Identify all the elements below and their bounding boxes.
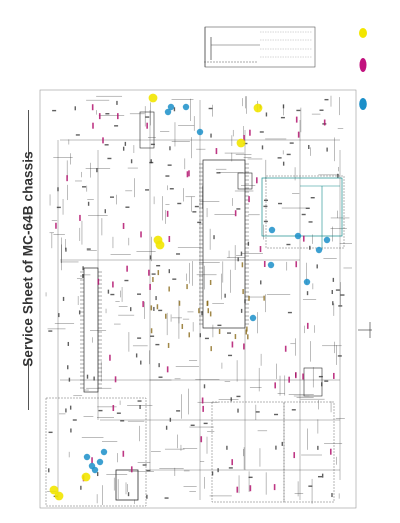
component-mark [248,242,249,246]
component-mark [213,235,214,239]
brown-mark [151,305,153,310]
component-mark [287,154,291,155]
component-mark [320,110,324,111]
component-mark [68,342,69,346]
magenta-mark [187,171,189,177]
brown-mark [182,324,184,329]
magenta-mark [202,398,204,404]
blue-highlight [250,315,256,321]
magenta-mark [117,113,119,119]
magenta-mark [109,355,111,361]
component-mark [201,311,202,315]
component-mark [322,474,323,478]
section-box [46,398,146,506]
magenta-mark [249,130,251,136]
component-mark [139,405,140,409]
component-mark [117,413,121,414]
component-mark [131,159,132,163]
component-mark [57,187,58,191]
component-mark [48,468,49,472]
component-mark [228,355,232,356]
magenta-mark [131,466,133,472]
brown-mark [157,304,159,309]
magenta-mark [115,376,117,382]
component-mark [76,134,80,135]
component-mark [260,280,261,284]
magenta-mark [123,223,125,229]
brown-mark [208,308,210,313]
component-mark [52,110,56,111]
blue-highlight [269,227,275,233]
component-mark [336,289,340,290]
magenta-mark [142,301,144,307]
brown-mark [152,277,154,282]
magenta-mark [169,236,171,242]
section-box [266,176,344,248]
component-mark [120,420,124,421]
brown-mark [158,270,160,275]
component-mark [58,313,59,317]
blue-highlight [324,237,330,243]
component-mark [124,280,128,281]
component-mark [177,203,181,204]
brown-mark [210,311,212,316]
blue-highlight [84,454,90,460]
brown-mark [242,262,244,267]
component-mark [75,106,76,110]
component-mark [158,363,159,367]
blue-highlight [304,279,310,285]
blue-highlight [92,467,98,473]
component-mark [158,310,162,311]
component-mark [150,255,151,259]
magenta-mark [113,405,115,411]
schematic-traces [46,96,372,505]
component-mark [123,147,124,151]
component-mark [140,361,141,365]
magenta-mark [216,148,218,154]
magenta-mark [98,279,100,285]
brown-mark [235,334,237,339]
component-mark [65,248,66,252]
component-mark [338,355,342,356]
magenta-mark [302,374,304,380]
magenta-mark [99,113,101,119]
component-mark [116,101,117,105]
magenta-mark [92,104,94,110]
magenta-mark [260,246,262,252]
magenta-mark [296,117,298,123]
brown-mark [188,332,190,337]
component-mark [67,365,68,369]
component-mark [108,290,109,294]
brown-mark [207,301,209,306]
component-mark [125,207,129,208]
component-mark [88,202,89,206]
component-mark [308,145,309,149]
blue-highlight [268,262,274,268]
magenta-mark [79,215,81,221]
component-mark [73,419,77,420]
blue-highlight [295,233,301,239]
component-mark [249,477,253,478]
component-mark [149,162,153,163]
component-mark [209,108,213,109]
component-mark [165,497,169,498]
magenta-mark [288,377,290,383]
component-mark [324,380,328,381]
component-mark [236,396,240,397]
brown-mark [248,296,250,301]
component-mark [165,175,169,176]
yellow-highlight [149,94,158,103]
component-mark [275,446,276,450]
component-mark [324,99,328,100]
yellow-highlight [156,241,165,250]
section-box [284,402,334,502]
magenta-mark [91,457,93,463]
blue-highlight [101,449,107,455]
component-mark [155,344,159,345]
component-mark [296,110,300,111]
component-mark [302,214,306,215]
magenta-mark [167,211,169,217]
component-mark [170,188,174,189]
component-mark [110,294,114,295]
component-mark [57,207,61,208]
component-mark [332,301,333,305]
component-mark [200,333,201,337]
component-mark [231,397,232,401]
magenta-mark [149,284,151,290]
brown-mark [219,329,221,334]
component-mark [156,265,160,266]
legend-block [204,27,315,67]
magenta-mark [140,231,142,237]
magenta-mark [146,123,148,129]
component-mark [229,467,233,468]
component-mark [137,337,141,338]
yellow-highlight [237,139,246,148]
component-mark [317,446,318,450]
magenta-mark [293,452,295,458]
yellow-highlight [254,104,263,113]
brown-mark [263,296,265,301]
component-mark [97,472,98,476]
component-mark [70,428,71,432]
component-mark [241,252,242,256]
ic-block-main [203,160,245,328]
component-mark [317,264,318,268]
magenta-mark [202,406,204,412]
component-mark [168,164,172,165]
component-mark [79,310,80,314]
brown-mark [246,327,248,332]
component-mark [205,338,209,339]
magenta-mark [274,484,276,490]
component-mark [326,148,327,152]
component-mark [195,206,199,207]
component-mark [318,476,322,477]
brown-mark [179,301,181,306]
magenta-mark [248,196,250,202]
component-mark [172,278,176,279]
magenta-mark [285,346,287,352]
component-mark [110,196,114,197]
component-mark [216,172,220,173]
brown-mark [210,346,212,351]
magenta-mark [330,449,332,455]
component-mark [137,293,141,294]
component-mark [224,294,225,298]
component-mark [93,377,94,381]
component-mark [210,134,211,138]
component-mark [237,257,238,261]
magenta-mark [264,261,266,267]
component-mark [166,426,167,430]
component-mark [128,492,129,496]
component-mark [146,495,147,499]
sheet-frame [40,90,356,508]
component-mark [306,208,310,209]
component-mark [217,468,218,472]
component-mark [217,325,221,326]
brown-mark [151,328,153,333]
component-mark [274,414,278,415]
component-mark [176,253,180,254]
component-mark [281,117,285,118]
component-mark [107,158,111,159]
magenta-mark [274,382,276,388]
component-mark [197,222,201,223]
component-mark [236,208,240,209]
component-mark [152,273,156,274]
blue-highlight [316,247,322,253]
magenta-mark [167,366,169,372]
component-mark [96,168,97,172]
component-mark [283,162,284,166]
component-mark [170,418,171,422]
brown-mark [168,343,170,348]
component-mark [204,384,205,388]
component-mark [87,375,88,379]
magenta-mark [123,451,125,457]
component-mark [226,446,227,450]
page-title: Service Sheet of MC-64B chassis [20,151,36,367]
component-mark [155,296,156,300]
component-mark [332,290,333,294]
component-mark [338,305,342,306]
component-mark [169,269,170,273]
component-mark [192,211,196,212]
brown-mark [198,308,200,313]
magenta-mark [236,487,238,493]
component-mark [311,197,315,198]
component-mark [98,410,102,411]
component-mark [65,408,66,412]
magenta-mark [295,372,297,378]
magenta-mark [256,177,258,183]
component-mark [288,312,292,313]
component-mark [333,278,334,282]
teal-section [262,178,342,236]
component-mark [138,400,142,401]
component-mark [82,186,86,187]
component-mark [340,294,344,295]
component-mark [145,116,149,117]
component-mark [105,209,106,213]
component-mark [256,411,260,412]
magenta-mark [243,343,245,349]
title-rule-bottom [28,360,29,410]
component-mark [266,112,267,116]
component-mark [48,330,52,331]
magenta-mark [333,373,335,379]
component-mark [204,423,208,424]
component-mark [105,113,109,114]
magenta-mark [66,175,68,181]
magenta-mark [324,120,326,126]
component-mark [227,332,231,333]
component-mark [153,307,154,311]
legend-markers [359,28,367,110]
magenta-mark [102,137,104,143]
yellow-highlight [82,473,91,482]
component-mark [292,409,296,410]
magenta-mark [188,170,190,176]
blue-highlight [183,104,189,110]
component-mark [87,248,91,249]
magenta-mark [232,341,234,347]
magenta-mark [250,485,252,491]
brown-mark [186,284,188,289]
component-mark [63,297,64,301]
brown-mark [168,286,170,291]
component-mark [241,309,242,313]
component-mark [150,336,154,337]
blue-highlight [165,109,171,115]
component-mark [237,409,238,413]
component-mark [159,377,163,378]
component-mark [125,142,126,146]
magenta-mark [303,236,305,242]
blue-highlight [197,129,203,135]
brown-mark [247,334,249,339]
legend-blue-dot [359,98,367,110]
blue-highlight [97,459,103,465]
component-mark [176,410,180,411]
magenta-mark [231,459,233,465]
component-mark [70,406,71,410]
component-mark [136,353,137,357]
brown-mark [242,289,244,294]
component-mark [331,493,332,497]
legend-magenta-dot [360,58,367,72]
magenta-mark [307,323,309,329]
component-mark [191,425,195,426]
legend-yellow-dot [359,28,367,38]
magenta-mark [126,266,128,272]
component-mark [69,378,70,382]
component-mark [307,291,308,295]
component-mark [130,307,131,311]
component-mark [105,144,109,145]
component-mark [114,125,118,126]
magenta-mark [92,123,94,129]
magenta-mark [148,270,150,276]
magenta-mark [235,210,237,216]
magenta-mark [298,132,300,138]
component-mark [283,104,284,108]
component-mark [145,189,149,190]
component-mark [80,486,81,490]
component-mark [260,131,264,132]
component-mark [169,146,170,150]
component-mark [286,244,290,245]
component-mark [308,485,312,486]
magenta-mark [295,261,297,267]
brown-mark [210,280,212,285]
brown-mark [165,314,167,319]
magenta-mark [55,223,57,229]
magenta-mark [200,436,202,442]
section-box [212,402,284,502]
component-mark [309,221,313,222]
ic-block-left [84,268,98,392]
component-mark [49,432,53,433]
yellow-highlight [55,492,64,501]
component-mark [82,266,83,270]
circuit-sections [46,176,344,506]
component-mark [262,145,263,149]
component-mark [278,157,282,158]
magenta-mark [112,281,114,287]
component-mark [290,142,294,143]
color-highlight-marks [50,94,335,501]
component-mark [263,206,267,207]
component-mark [278,203,282,204]
component-mark [282,442,283,446]
component-mark [146,470,150,471]
